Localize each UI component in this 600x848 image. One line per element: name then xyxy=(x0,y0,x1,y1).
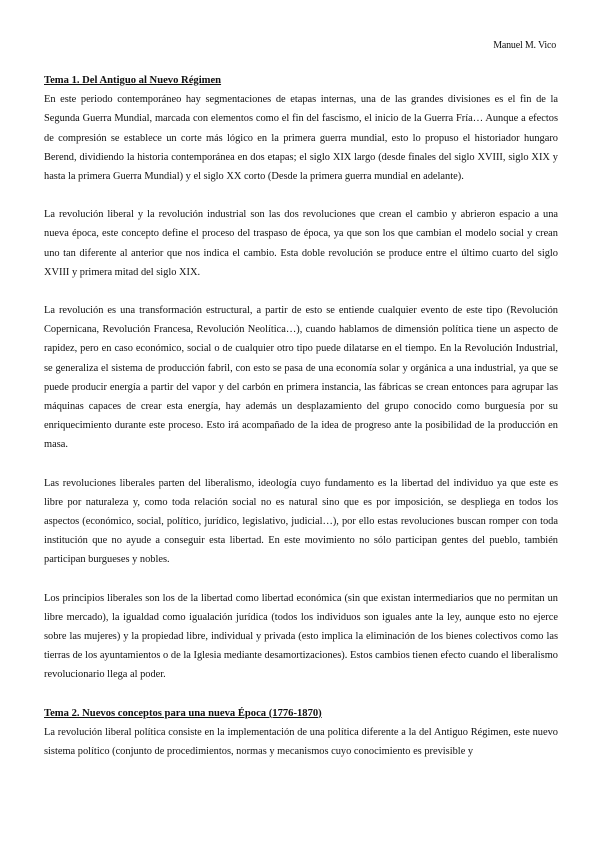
paragraph: La revolución liberal política consiste en la implementación de una política diferente a la del Antiguo Régimen, este nuevo sistema político (conjunto de procedimientos, normas y mecanismos cuyo conocimiento es previsible y xyxy=(44,726,558,758)
document-body xyxy=(44,71,558,761)
author-name: Manuel M. Vico xyxy=(493,40,556,51)
paragraph: La revolución es una transformación estructural, a partir de esto se entiende cualquier evento de este tipo (Revolución Copernicana, Revolución Francesa, Revolución Neolítica…), cuando hablamos de dimensión política tiene un aspecto de rapidez, pero en caso económico, social o de cualquier otro tipo puede dilatarse en el tiempo. En la Revolución Industrial, se generaliza el sistema de producción fabril, con esto se pasa de una economía solar y orgánica a una industrial, ya que se puede producir energía a partir del vapor y del carbón en primera instancia, las fábricas se crean entonces para agrupar las máquinas capaces de crear esta energía, hay además un desplazamiento del grupo conocido como burguesía por su enriquecimiento durante este proceso. Esto irá acompañado de la idea de progreso ante la posibilidad de la producción en masa. xyxy=(44,305,558,451)
paragraph: Las revoluciones liberales parten del liberalismo, ideología cuyo fundamento es la libertad del individuo ya que este es libre por naturaleza y, como toda relación social no es natural sino que es por imposición, se despliega en todos los aspectos (económico, social, político, jurídico, legislativo, judicial…), por ello estas revoluciones buscan romper con toda institución que no ayude a conseguir esta libertad. En este movimiento no sólo participan gentes del pueblo, también participan burgueses y nobles. xyxy=(44,477,558,566)
section-title-tema-2: Tema 2. Nuevos conceptos para una nueva Época (1776-1870) xyxy=(44,707,322,719)
paragraph: En este periodo contemporáneo hay segmentaciones de etapas internas, una de las grandes divisiones es el fin de la Segunda Guerra Mundial, marcada con elementos como el fin del fascismo, el inicio de la Guerra Fría… Aunque a efectos de compresión se establece un corte más lógico en la primera guerra mundial, esto lo propuso el historiador hungaro Berend, dividiendo la historia contemporánea en dos etapas; el siglo XIX largo (desde finales del siglo XVIII, siglo XIX y hasta la primera Guerra Mundial) y el siglo XX corto (Desde la primera guerra mundial en adelante). xyxy=(44,94,558,183)
section-title-tema-1: Tema 1. Del Antiguo al Nuevo Régimen xyxy=(44,75,222,86)
paragraph: Los principios liberales son los de la libertad como libertad económica (sin que existan intermediarios que no permitan un libre mercado), la igualdad como igualación jurídica (todos los individuos son iguales ante la ley, aunque esto no ejerce sobre las mujeres) y la propiedad libre, individual y privada (esto implica la eliminación de los bienes colectivos como las tierras de los ayuntamientos o de la Iglesia mediante desamortizaciones). Estos cambios tienen efecto cuando el liberalismo revolucionario llega al poder. xyxy=(44,592,558,681)
paragraph: La revolución liberal y la revolución industrial son las dos revoluciones que crean el cambio y abrieron espacio a una nueva época, este concepto define el proceso del traspaso de época, ya que son los que cambian el modelo social y crean uno tan diferente al anterior que nos indica el cambio. Esta doble revolución se produce entre el último cuarto del siglo XVIII y primera mitad del siglo XIX. xyxy=(44,209,558,278)
